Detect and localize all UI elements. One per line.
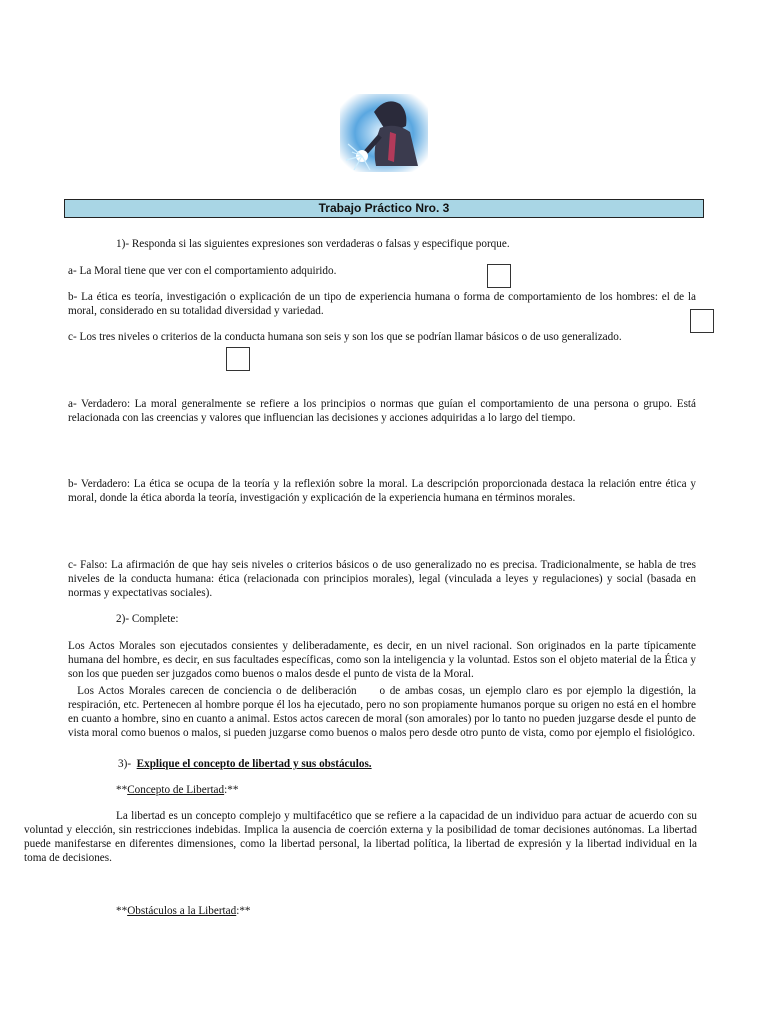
answer-b: b- Verdadero: La ética se ocupa de la teoría y la reflexión sobre la moral. La descripción proporcionada destaca la relación entre ética y moral, donde la ética aborda la teoría, investigación y explicación de la experiencia humana en términos morales. <box>68 478 696 504</box>
answer-c: c- Falso: La afirmación de que hay seis niveles o criterios básicos o de uso generalizado no es precisa. Tradicionalmente, se habla de tres niveles de la conducta humana: ética (relacionada con principios morales), legal (vinculada a leyes y regulaciones) y social (basada en normas y expectativas sociales). <box>68 559 696 599</box>
answer-a: a- Verdadero: La moral generalmente se refiere a los principios o normas que guían el comportamiento de una persona o grupo. Está relacionada con las creencias y valores que influencian las decisiones y acciones adquiridas a lo largo del tiempo. <box>68 398 696 424</box>
heading-concepto-prefix: ** <box>116 784 128 796</box>
heading-obstaculos-prefix: ** <box>116 905 128 917</box>
question-3-number: 3)- <box>118 758 132 770</box>
page-title: Trabajo Práctico Nro. 3 <box>64 199 704 218</box>
question-2-prompt: 2)- Complete: <box>116 613 179 625</box>
question-2-paragraph-1: Los Actos Morales son ejecutados consientes y deliberadamente, es decir, en un nivel racional. Son originados en la parte típicamente humana del hombre, es decir, en sus facultades específicas, como son la inteligencia y la voluntad. Estos son el objeto material de la Ética y son los que pueden ser juzgados como buenos o malos desde el punto de vista de la Moral. <box>68 640 696 680</box>
question-1-prompt: 1)- Responda si las siguientes expresiones son verdaderas o falsas y especifique porque. <box>116 238 510 250</box>
answer-box-c[interactable] <box>226 347 250 371</box>
question-3-prompt <box>118 757 618 771</box>
answer-box-a[interactable] <box>487 264 511 288</box>
heading-obstaculos-suffix: :** <box>236 905 251 917</box>
concepto-paragraph: La libertad es un concepto complejo y multifacético que se refiere a la capacidad de un individuo para actuar de acuerdo con su voluntad y elección, sin restricciones indebidas. Implica la ausencia de coerción externa y la posibilidad de tomar decisiones autónomas. La libertad puede manifestarse en diferentes dimensiones, como la libertad personal, la libertad política, la libertad de expresión y la libertad individual en la toma de decisiones. <box>24 810 697 864</box>
question-2-paragraph-2: Los Actos Morales carecen de conciencia o de deliberación o de ambas cosas, un ejemplo claro es por ejemplo la digestión, la respiración, etc. Pertenecen al hombre porque él los ha ejecutado, pero no son propiamente humanos porque su origen no está en el hombre en cuanto a hombre, sino en cuanto a animal. Estos actos carecen de moral (son amorales) por lo tanto no pueden juzgarse desde el punto de vista moral como buenos o malos, si pueden juzgarse como buenos o malos pero desde otro punto de vista, como por ejemplo el fisiológico. <box>68 685 699 739</box>
heading-concepto-text: Concepto de Libertad <box>127 784 225 796</box>
heading-concepto-suffix: :** <box>224 784 239 796</box>
heading-obstaculos-text: Obstáculos a la Libertad <box>127 905 237 917</box>
heading-concepto <box>116 783 516 797</box>
statement-a: a- La Moral tiene que ver con el comportamiento adquirido. <box>68 265 337 277</box>
heading-obstaculos <box>116 904 516 918</box>
statement-c: c- Los tres niveles o criterios de la conducta humana son seis y son los que se podrían llamar básicos o de uso generalizado. <box>68 331 622 343</box>
question-3-text: Explique el concepto de libertad y sus obstáculos. <box>136 758 372 770</box>
welder-icon <box>336 92 432 174</box>
statement-b: b- La ética es teoría, investigación o explicación de un tipo de experiencia humana o forma de comportamiento de los hombres: el de la moral, considerado en su totalidad diversidad y variedad. <box>68 291 696 317</box>
